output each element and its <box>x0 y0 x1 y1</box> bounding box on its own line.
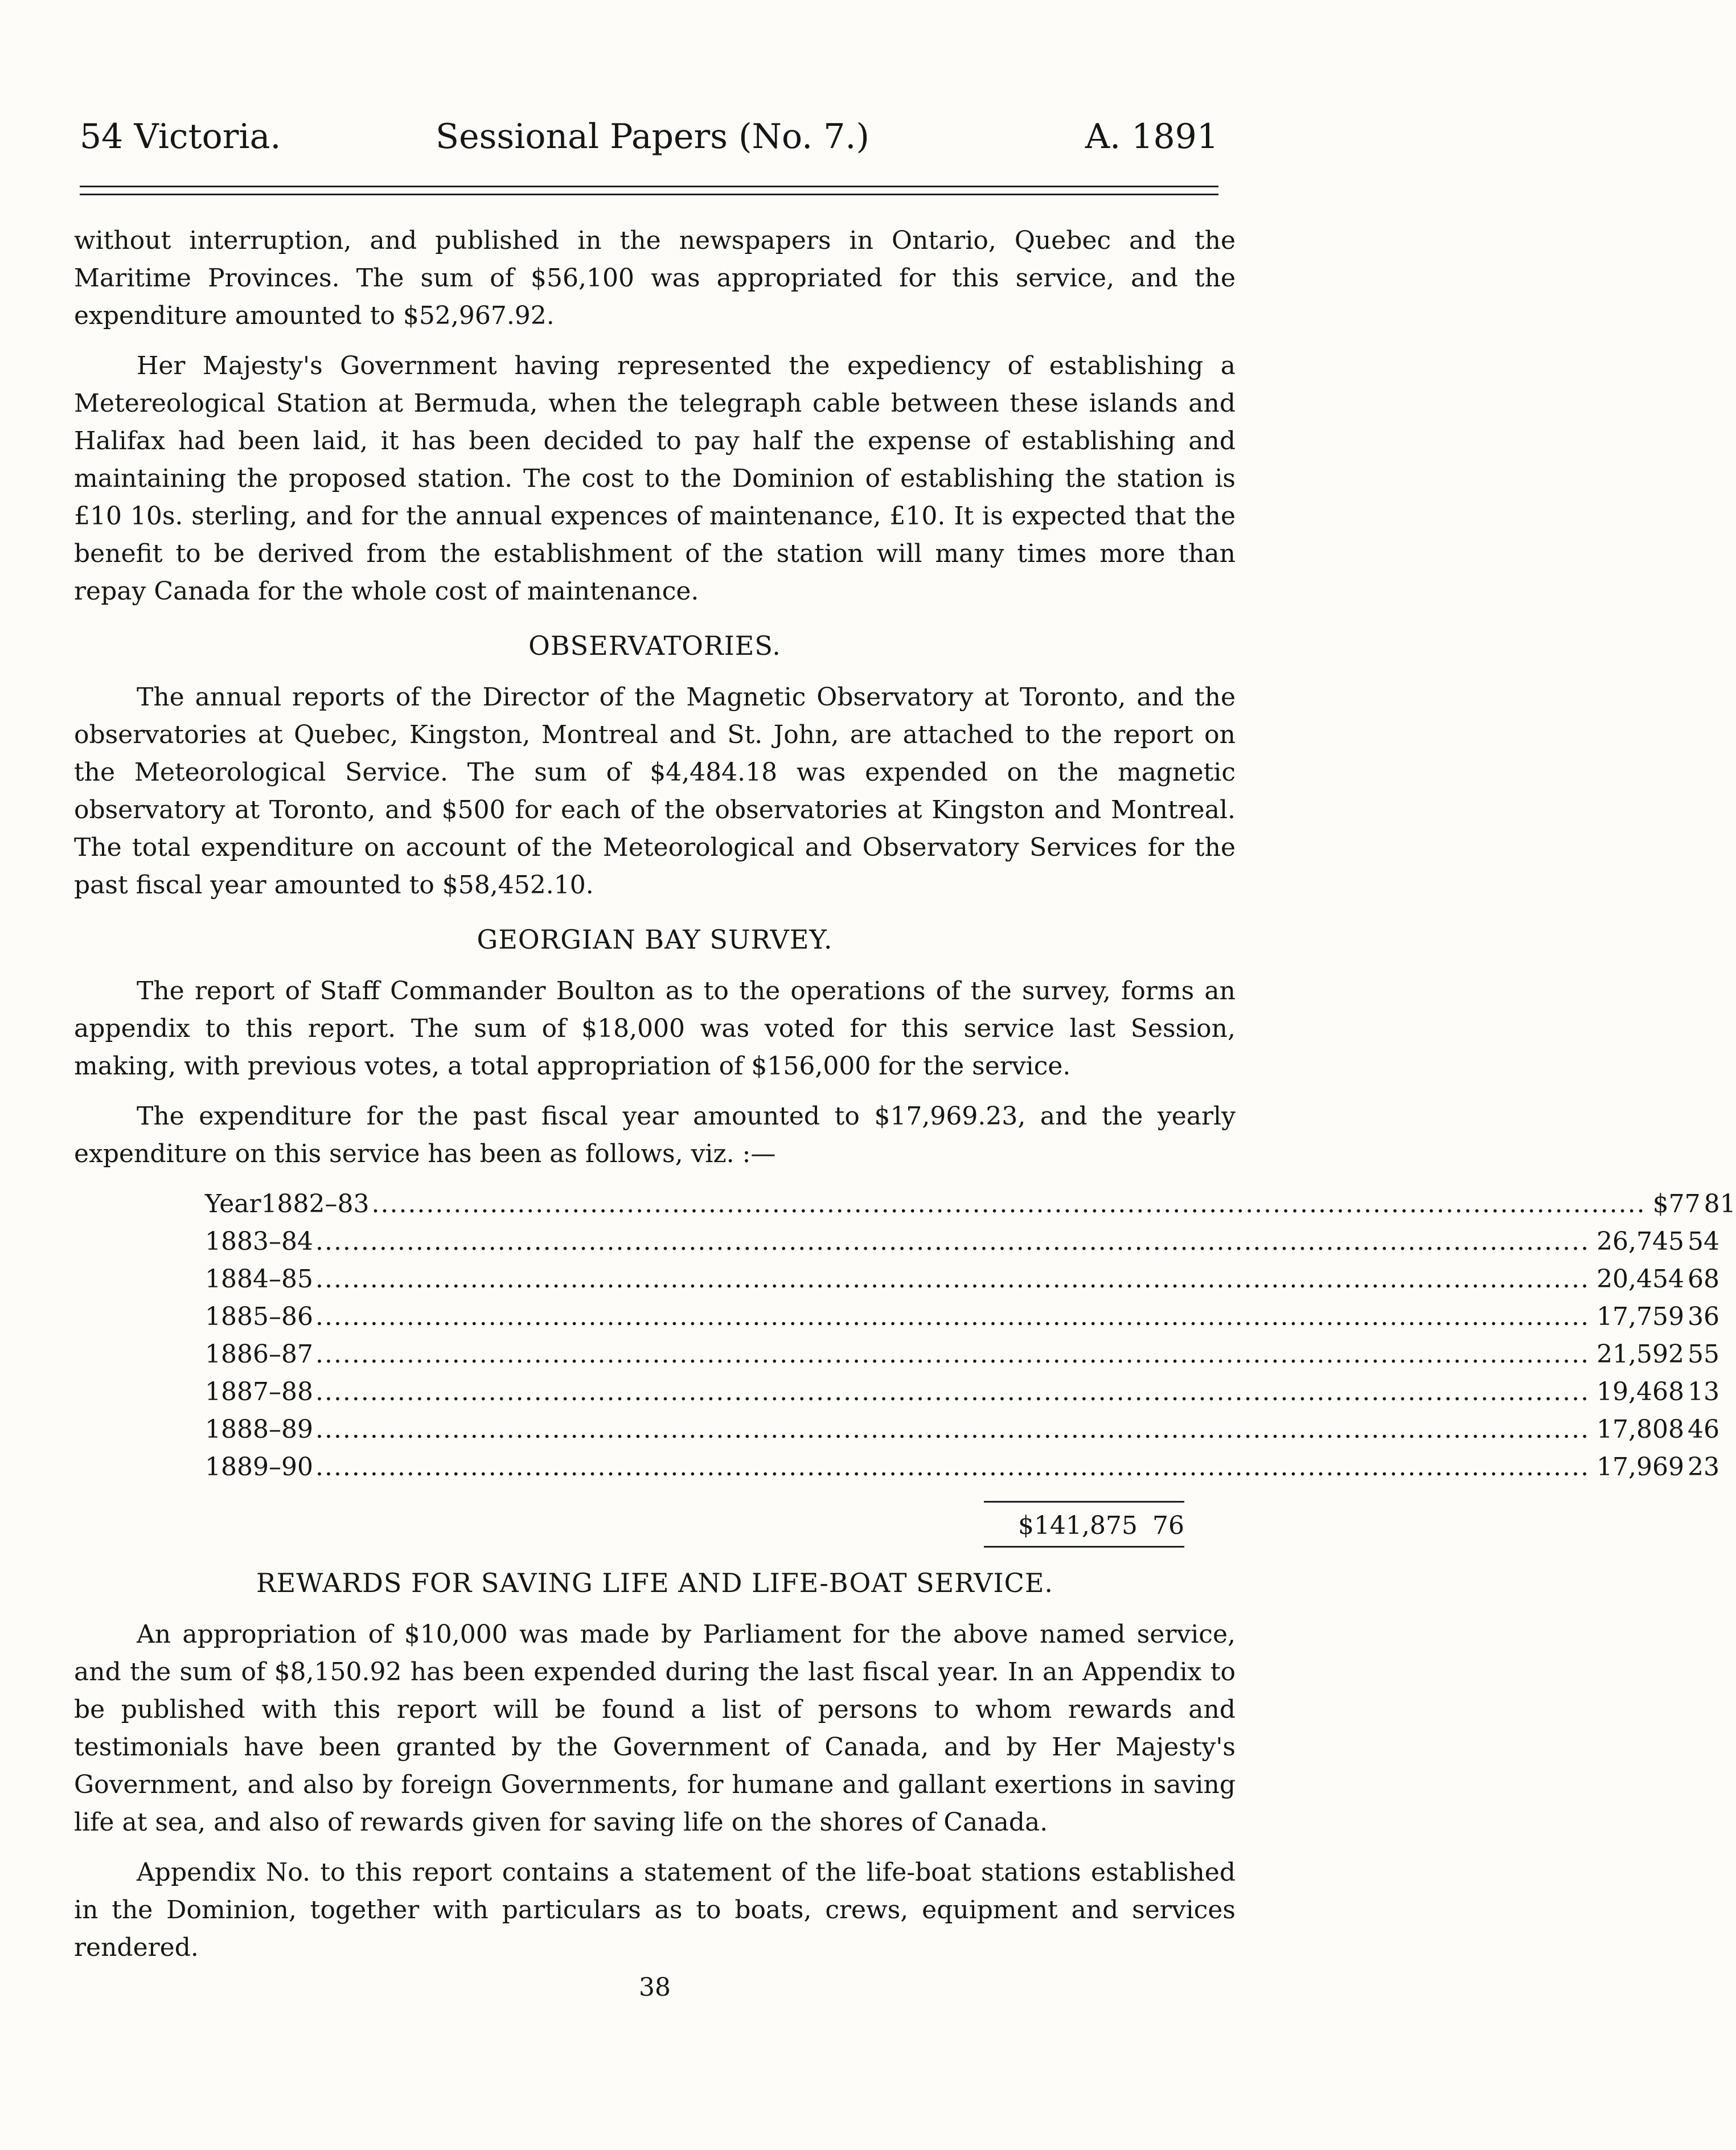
header-year: A. 1891 <box>1085 117 1218 157</box>
table-row <box>205 1336 1720 1373</box>
amount-cents: 13 <box>1688 1377 1720 1406</box>
paragraph-rewards: An appropriation of $10,000 was made by Parliament for the above named service, and the sum of $8,150.92 has been expended during the last fiscal year. In an Appendix to be published with this report will be found a list of persons to whom rewards and testimonials have been granted by the Government of Canada, and by Her Majesty's Government, and also by foreign Governments, for humane and gallant exertions in saving life at sea, and also of rewards given for saving life on the shores of Canada. <box>74 1620 1236 1837</box>
table-row <box>205 1185 1736 1223</box>
header-title: Sessional Papers (No. 7.) <box>436 117 869 157</box>
header-rule-bottom <box>80 194 1218 195</box>
amount-cents: 81 <box>1704 1189 1736 1218</box>
paragraph-bermuda-station: Her Majesty's Government having represented the expediency of establishing a Metereological Station at Bermuda, when the telegraph cable between these islands and Halifax had been laid, it has been decided to pay half the expense of establishing and maintaining the proposed station. The cost to the Dominion of establishing the station is £10 10s. sterling, and for the annual expences of maintenance, £10. It is expected that the benefit to be derived from the establishment of the station will many times more than repay Canada for the whole cost of maintenance. <box>74 351 1236 606</box>
leader-dots: ............................................................................................................................................ <box>315 1302 1590 1331</box>
header-session: 54 Victoria. <box>80 117 281 157</box>
leader-dots: ............................................................................................................................................ <box>315 1377 1590 1406</box>
header-rule-top <box>80 186 1218 187</box>
heading-georgian-bay-survey: GEORGIAN BAY SURVEY. <box>477 924 833 955</box>
amount-cents: 23 <box>1688 1453 1720 1482</box>
table-row <box>205 1411 1720 1449</box>
amount-dollars: 17,808 <box>1597 1415 1685 1444</box>
running-header <box>80 117 1218 162</box>
amount-dollars: 26,745 <box>1597 1227 1685 1256</box>
table-total-row <box>205 1501 1184 1548</box>
amount-dollars: 77 <box>1668 1189 1701 1218</box>
amount-dollars: 19,468 <box>1597 1377 1685 1406</box>
amount-dollars: 20,454 <box>1597 1265 1685 1294</box>
year-cell: 1886–87 <box>205 1340 313 1369</box>
year-cell: 1889–90 <box>205 1453 313 1482</box>
year-cell: 1884–85 <box>205 1265 313 1294</box>
amount-dollars: 21,592 <box>1597 1340 1685 1369</box>
year-cell: 1883–84 <box>205 1227 313 1256</box>
total-box <box>984 1501 1184 1548</box>
table-row <box>205 1223 1720 1261</box>
paragraph-continued: without interruption, and published in the newspapers in Ontario, Quebec and the Maritime Provinces. The sum of $56,100 was appropriated for this service, and the expenditure amounted to $52,967.92. <box>74 226 1236 330</box>
leader-dots: ............................................................................................................................................ <box>315 1415 1590 1444</box>
table-row <box>205 1373 1720 1411</box>
page-body <box>74 222 1736 2007</box>
leader-dots: ............................................................................................................................................ <box>315 1265 1590 1294</box>
table-row <box>205 1261 1720 1298</box>
table-row <box>205 1298 1720 1336</box>
amount-dollars: 17,759 <box>1597 1302 1685 1331</box>
amount-cents: 36 <box>1688 1302 1720 1331</box>
total-dollars: $141,875 <box>1018 1511 1138 1540</box>
heading-rewards-life-saving: REWARDS FOR SAVING LIFE AND LIFE-BOAT SERVICE. <box>256 1568 1054 1598</box>
page-number: 38 <box>639 1973 671 2002</box>
leader-dots: ............................................................................................................................................ <box>371 1189 1646 1218</box>
table-row <box>205 1449 1720 1486</box>
total-cents: 76 <box>1152 1511 1184 1540</box>
leader-dots: ............................................................................................................................................ <box>315 1340 1590 1369</box>
year-cell: 1887–88 <box>205 1377 313 1406</box>
paragraph-survey-report: The report of Staff Commander Boulton as to the operations of the survey, forms an appendix to this report. The sum of $18,000 was voted for this service last Session, making, with previous votes, a total appropriation of $156,000 for the service. <box>74 976 1236 1081</box>
amount-cents: 46 <box>1688 1415 1720 1444</box>
amount-cents: 55 <box>1688 1340 1720 1369</box>
heading-observatories: OBSERVATORIES. <box>528 630 781 661</box>
year-cell: 1888–89 <box>205 1415 313 1444</box>
amount-cents: 68 <box>1688 1265 1720 1294</box>
amount-cents: 54 <box>1688 1227 1720 1256</box>
paragraph-life-boat-stations: Appendix No. to this report contains a statement of the life-boat stations established in the Dominion, together with particulars as to boats, crews, equipment and services rendered. <box>74 1858 1236 1962</box>
currency-sign: $ <box>1652 1189 1669 1218</box>
leader-dots: ............................................................................................................................................ <box>315 1453 1590 1482</box>
paragraph-yearly-expenditure: The expenditure for the past fiscal year amounted to $17,969.23, and the yearly expenditure on this service has been as follows, viz. :— <box>74 1102 1236 1168</box>
expenditure-table <box>205 1185 1736 1548</box>
year-cell: 1882–83 <box>261 1189 370 1218</box>
paragraph-observatories: The annual reports of the Director of the Magnetic Observatory at Toronto, and the observatories at Quebec, Kingston, Montreal and St. John, are attached to the report on the Meteorological Service. The sum of $4,484.18 was expended on the magnetic observatory at Toronto, and $500 for each of the observatories at Kingston and Montreal. The total expenditure on account of the Meteorological and Observatory Services for the past fiscal year amounted to $58,452.10. <box>74 683 1236 900</box>
amount-dollars: 17,969 <box>1597 1453 1685 1482</box>
leader-dots: ............................................................................................................................................ <box>315 1227 1590 1256</box>
year-cell: 1885–86 <box>205 1302 313 1331</box>
year-label: Year <box>205 1189 261 1218</box>
